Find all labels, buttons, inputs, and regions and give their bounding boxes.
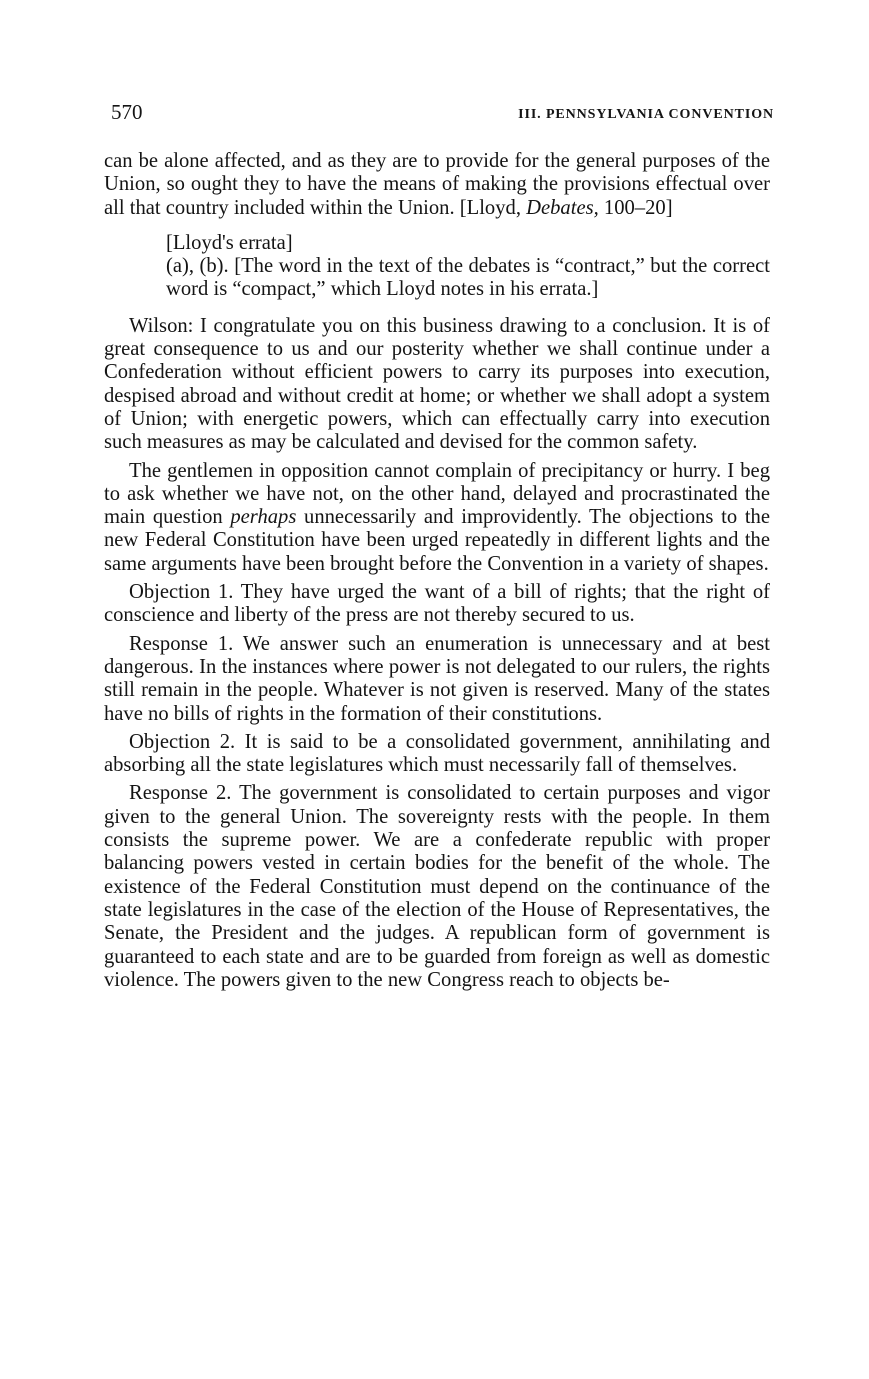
- objection-1-paragraph: Objection 1. They have urged the want of a bill of rights; that the right of conscience and liberty of the press are not thereby secured to us.: [104, 581, 770, 627]
- gentlemen-paragraph: [104, 460, 770, 576]
- errata-block: [166, 232, 770, 302]
- citation-close: 100–20]: [598, 196, 673, 219]
- page-number: 570: [111, 100, 143, 124]
- gentlemen-text-before: The gentlemen in opposition cannot complain of precipitancy or hurry. I beg to ask whether we have not, on the other hand, delayed and procrastinated the main question: [104, 459, 770, 529]
- wilson-paragraph: Wilson: I congratulate you on this business drawing to a conclusion. It is of great consequence to us and our posterity whether we shall continue under a Confederation without efficient powers to carry its purposes into execution, despised abroad and without credit at home; or whether we shall adopt a system of Union; with energetic powers, which can effectually carry into execution such measures as may be calculated and devised for the common safety.: [104, 314, 770, 454]
- response-1-paragraph: Response 1. We answer such an enumeration is unnecessary and at best dangerous. In the instances where power is not delegated to our rulers, the rights still remain in the people. Whatever is not given is reserved. Many of the states have no bills of rights in the formation of their constitutions.: [104, 632, 770, 725]
- main-text: [104, 150, 770, 992]
- section-title: III. PENNSYLVANIA CONVENTION: [518, 107, 774, 122]
- errata-heading: [Lloyd's errata]: [166, 231, 293, 254]
- response-2-paragraph: Response 2. The government is consolidated to certain purposes and vigor given to the general Union. The sovereignty rests with the people. In them consists the supreme power. We are a confederate republic with proper balancing powers vested in certain bodies for the benefit of the whole. The existence of the Federal Constitution must depend on the continuance of the state legislatures in the case of the election of the House of Representatives, the Senate, the President and the judges. A republican form of government is guaranteed to each state and are to be guarded from foreign as well as domestic violence. The powers given to the new Congress reach to objects be-: [104, 782, 770, 991]
- running-head: [111, 100, 774, 130]
- citation-open: [Lloyd,: [459, 196, 527, 219]
- objection-2-paragraph: Objection 2. It is said to be a consolidated government, annihilating and absorbing all the state legislatures which must necessarily fall of themselves.: [104, 730, 770, 777]
- errata-note: (a), (b). [The word in the text of the debates is “contract,” but the correct word is “compact,” which Lloyd notes in his errata.]: [166, 255, 770, 301]
- gentlemen-text-after: unnecessarily and improvidently. The objections to the new Federal Constitution have been urged repeatedly in different lights and the same arguments have been brought before the Convention in a variety of shapes.: [104, 506, 770, 575]
- citation-title: Debates,: [526, 196, 599, 219]
- emphasis-perhaps: perhaps: [230, 506, 297, 529]
- opening-paragraph: [104, 150, 770, 220]
- opening-text: can be alone affected, and as they are to provide for the general purposes of the Union, so ought they to have the means of making the provisions effectual over all that country included within the Union.: [104, 150, 770, 219]
